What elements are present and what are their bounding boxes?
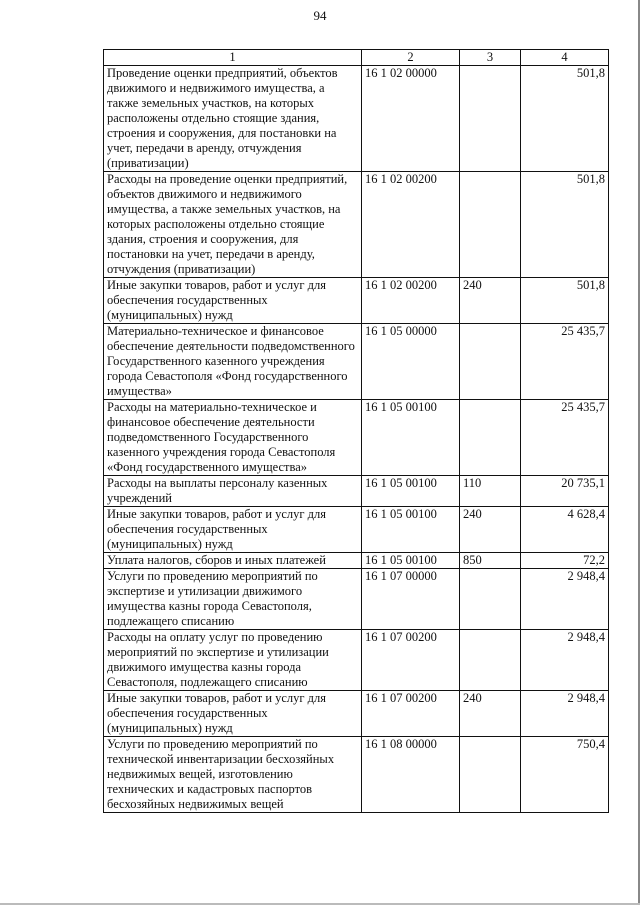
column-header-code: 2 — [362, 50, 460, 66]
column-header-type: 3 — [460, 50, 521, 66]
column-header-name: 1 — [104, 50, 362, 66]
row-amount: 501,8 — [521, 172, 609, 278]
row-name: Иные закупки товаров, работ и услуг для обеспечения государственных (муниципальных) нужд — [104, 691, 362, 737]
row-amount: 20 735,1 — [521, 476, 609, 507]
row-type — [460, 66, 521, 172]
row-amount: 2 948,4 — [521, 569, 609, 630]
table-header-row — [104, 50, 609, 66]
table-row — [104, 569, 609, 630]
table-row — [104, 691, 609, 737]
row-name: Уплата налогов, сборов и иных платежей — [104, 553, 362, 569]
row-code: 16 1 05 00100 — [362, 476, 460, 507]
row-type: 110 — [460, 476, 521, 507]
table-row — [104, 630, 609, 691]
table-row — [104, 66, 609, 172]
table-row — [104, 476, 609, 507]
row-code: 16 1 07 00000 — [362, 569, 460, 630]
row-code: 16 1 08 00000 — [362, 737, 460, 813]
column-header-amount: 4 — [521, 50, 609, 66]
row-name: Иные закупки товаров, работ и услуг для обеспечения государственных (муниципальных) нужд — [104, 507, 362, 553]
row-amount: 25 435,7 — [521, 324, 609, 400]
row-name: Иные закупки товаров, работ и услуг для обеспечения государственных (муниципальных) нужд — [104, 278, 362, 324]
row-code: 16 1 05 00100 — [362, 400, 460, 476]
row-amount: 501,8 — [521, 278, 609, 324]
row-name: Расходы на материально-техническое и финансовое обеспечение деятельности подведомственного Государственного казенного учреждения города Севастополя «Фонд государственного имущества» — [104, 400, 362, 476]
table-row — [104, 172, 609, 278]
row-type — [460, 569, 521, 630]
table-row — [104, 400, 609, 476]
row-type: 240 — [460, 691, 521, 737]
row-type — [460, 172, 521, 278]
table-row — [104, 507, 609, 553]
table-row — [104, 553, 609, 569]
row-code: 16 1 05 00100 — [362, 507, 460, 553]
table-row — [104, 737, 609, 813]
table-row — [104, 278, 609, 324]
row-name: Материально-техническое и финансовое обеспечение деятельности подведомственного Государственного казенного учреждения города Севастополя «Фонд государственного имущества» — [104, 324, 362, 400]
budget-table — [103, 49, 609, 813]
row-name: Расходы на проведение оценки предприятий, объектов движимого и недвижимого имущества, а также земельных участков, на которых расположены отдельно стоящие здания, строения и сооружения, для постановки на учет, передачи в аренду, отчуждения (приватизации) — [104, 172, 362, 278]
row-type — [460, 630, 521, 691]
row-type: 850 — [460, 553, 521, 569]
row-code: 16 1 02 00200 — [362, 172, 460, 278]
row-type — [460, 737, 521, 813]
page-number: 94 — [313, 8, 327, 23]
row-amount: 25 435,7 — [521, 400, 609, 476]
row-amount: 501,8 — [521, 66, 609, 172]
row-code: 16 1 02 00200 — [362, 278, 460, 324]
row-amount: 4 628,4 — [521, 507, 609, 553]
row-name: Расходы на выплаты персоналу казенных учреждений — [104, 476, 362, 507]
row-code: 16 1 02 00000 — [362, 66, 460, 172]
row-code: 16 1 05 00000 — [362, 324, 460, 400]
row-amount: 2 948,4 — [521, 630, 609, 691]
row-name: Услуги по проведению мероприятий по экспертизе и утилизации движимого имущества казны города Севастополя, подлежащего списанию — [104, 569, 362, 630]
row-code: 16 1 07 00200 — [362, 630, 460, 691]
row-name: Расходы на оплату услуг по проведению мероприятий по экспертизе и утилизации движимого имущества казны города Севастополя, подлежащего списанию — [104, 630, 362, 691]
row-type — [460, 324, 521, 400]
row-amount: 72,2 — [521, 553, 609, 569]
row-name: Услуги по проведению мероприятий по технической инвентаризации бесхозяйных недвижимых вещей, изготовлению технических и кадастровых паспортов бесхозяйных недвижимых вещей — [104, 737, 362, 813]
row-type — [460, 400, 521, 476]
table-row — [104, 324, 609, 400]
row-code: 16 1 05 00100 — [362, 553, 460, 569]
row-name: Проведение оценки предприятий, объектов движимого и недвижимого имущества, а также земельных участков, на которых расположены отдельно стоящие здания, строения и сооружения, для постановки на учет, передачи в аренду, отчуждения (приватизации) — [104, 66, 362, 172]
row-amount: 2 948,4 — [521, 691, 609, 737]
row-type: 240 — [460, 507, 521, 553]
row-type: 240 — [460, 278, 521, 324]
row-amount: 750,4 — [521, 737, 609, 813]
row-code: 16 1 07 00200 — [362, 691, 460, 737]
